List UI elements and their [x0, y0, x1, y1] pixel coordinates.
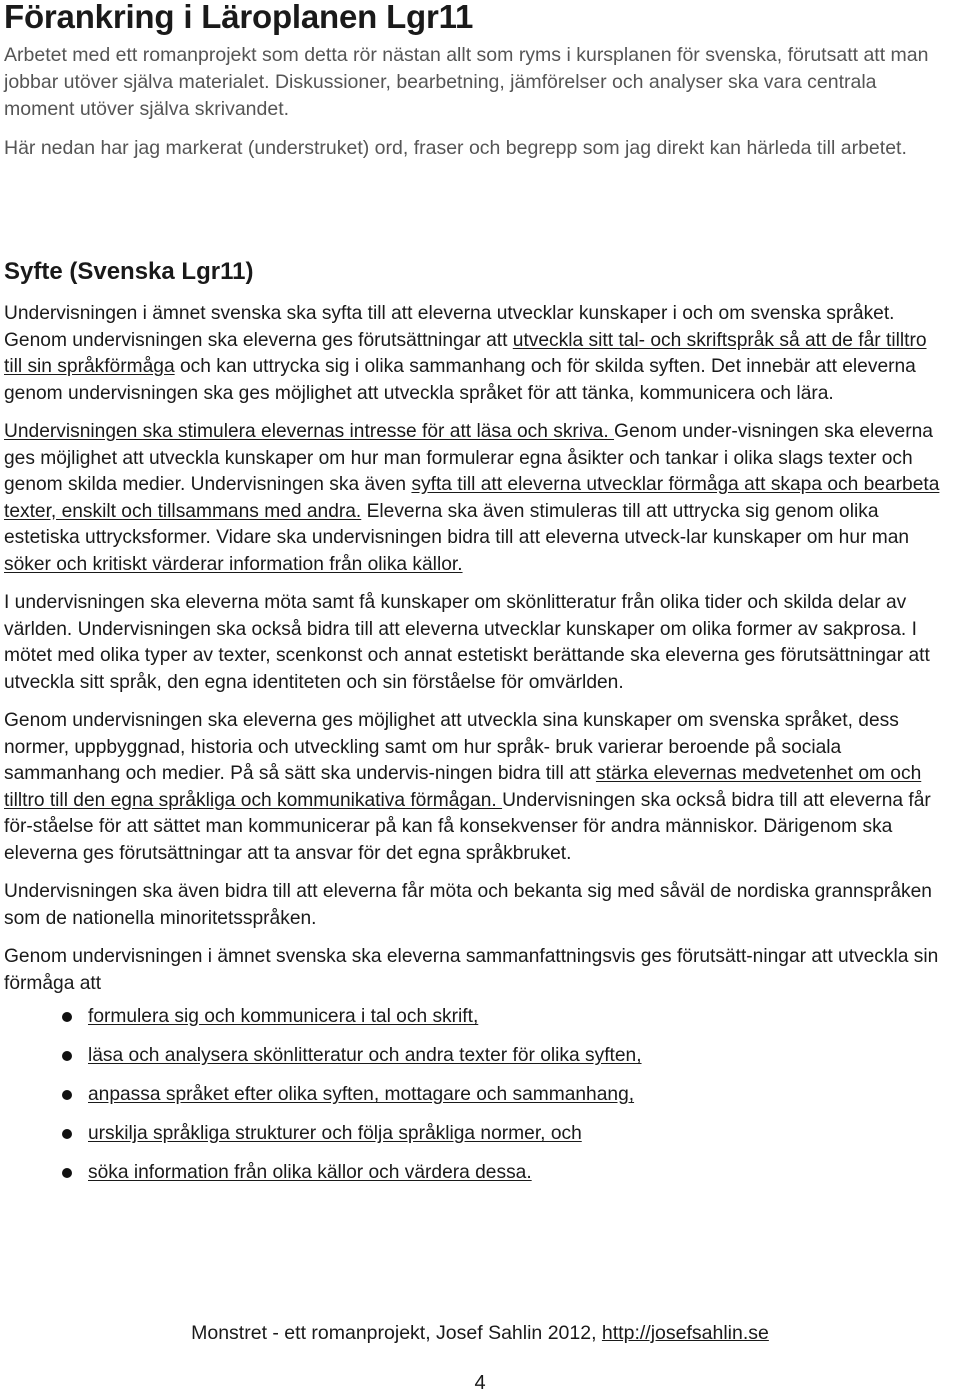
paragraph-6: Genom undervisningen i ämnet svenska ska eleverna sammanfattningsvis ges förutsätt-ningar att utveckla sin förmåga att [4, 946, 939, 994]
list-item-text: anpassa språket efter olika syften, mottagare och sammanhang, [88, 1084, 635, 1105]
curriculum-body [4, 301, 948, 1198]
text-run: Genom undervisningen ska eleverna ges möjlighet att utveckla sina kunskaper om svenska språket, dess normer, uppbyggnad, historia och utveckling samt om hur språk- bruk varierar beroende på sociala sammanhang och medier. På så sätt ska undervis-ningen bidra till att [4, 710, 899, 784]
intro-section [4, 42, 948, 174]
list-item-text: formulera sig och kommunicera i tal och skrift, [88, 1006, 479, 1027]
section-heading: Syfte (Svenska Lgr11) [4, 258, 254, 285]
list-item [4, 1159, 948, 1198]
list-item [4, 1042, 948, 1081]
bullet-icon [62, 1168, 72, 1178]
text-run: Undervisningen i ämnet svenska ska syfta till att eleverna utvecklar kunskaper i och om svenska språket. Genom undervisningen ska eleverna ges förutsättningar att [4, 303, 895, 351]
footer-link[interactable]: http://josefsahlin.se [601, 1322, 769, 1344]
paragraph-1 [4, 301, 948, 407]
list-item [4, 1120, 948, 1159]
ability-list [4, 1003, 948, 1198]
paragraph-2 [4, 419, 948, 578]
list-item [4, 1003, 948, 1042]
paragraph-5: Undervisningen ska även bidra till att eleverna får möta och bekanta sig med såväl de nordiska grannspråken som de nationella minoritetsspråken. [4, 881, 932, 929]
page-number: 4 [474, 1372, 486, 1394]
paragraph-3: I undervisningen ska eleverna möta samt få kunskaper om skönlitteratur från olika tider och skilda delar av världen. Undervisningen ska också bidra till att eleverna utvecklar kunskaper om olika former av sakprosa. I mötet med olika typer av texter, scenkonst och annat estetiskt berättande ska eleverna ges förutsättningar att utveckla sitt språk, den egna identiteten och sin förståelse för omvärlden. [4, 592, 930, 693]
underlined-phrase: utveckla sitt tal- och skriftspråk så att de får tilltro till sin språkförmåga [4, 329, 927, 377]
bullet-icon [62, 1051, 72, 1061]
intro-paragraph-2: Här nedan har jag markerat (understruket) ord, fraser och begrepp som jag direkt kan härleda till arbetet. [4, 137, 907, 159]
text-run: Undervisningen ska också bidra till att eleverna får för-ståelse för att sättet man kommunicerar på kan få konsekvenser för andra människor. Därigenom ska eleverna ges förutsättningar att ta ansvar för det egna språkbruket. [4, 789, 931, 864]
page-title: Förankring i Läroplanen Lgr11 [4, 0, 474, 35]
underlined-phrase: syfta till att eleverna utvecklar förmåga att skapa och bearbeta texter, enskilt och tillsammans med andra. [4, 474, 940, 522]
list-item [4, 1081, 948, 1120]
list-item-text: läsa och analysera skönlitteratur och andra texter för olika syften, [88, 1045, 642, 1066]
footer-text: Monstret - ett romanprojekt, Josef Sahlin 2012, [191, 1322, 602, 1344]
text-run: Eleverna ska även stimuleras till att uttrycka sig genom olika estetiska uttrycksformer. Vidare ska undervisningen bidra till att eleverna utveck-lar kunskaper om hur man [4, 500, 910, 548]
list-item-text: urskilja språkliga strukturer och följa språkliga normer, och [88, 1123, 582, 1144]
bullet-icon [62, 1012, 72, 1022]
paragraph-4 [4, 708, 948, 867]
text-run: och kan uttrycka sig i olika sammanhang och för skilda syften. Det innebär att eleverna genom undervisningen ska ges möjlighet att utveckla språket för att tänka, kommunicera och lära. [4, 356, 916, 404]
underlined-phrase: Undervisningen ska stimulera elevernas intresse för att läsa och skriva. [4, 421, 615, 442]
underlined-phrase: stärka elevernas medvetenhet om och tilltro till den egna språkliga och kommunikativa förmågan. [4, 763, 922, 811]
underlined-phrase: söker och kritiskt värderar information från olika källor. [4, 553, 463, 575]
bullet-icon [62, 1129, 72, 1139]
bullet-icon [62, 1090, 72, 1100]
intro-paragraph-1: Arbetet med ett romanprojekt som detta rör nästan allt som ryms i kursplanen för svenska, förutsatt att man jobbar utöver själva materialet. Diskussioner, bearbetning, jämförelser och analyser ska vara centrala moment utöver själva skrivandet. [4, 44, 929, 120]
text-run: Genom under-visningen ska eleverna ges möjlighet att utveckla kunskaper om hur man formulerar egna åsikter och tankar i olika slags texter och genom skilda medier. Undervisningen ska även [4, 421, 933, 495]
list-item-text: söka information från olika källor och värdera dessa. [88, 1162, 532, 1183]
page-footer [0, 1322, 960, 1345]
